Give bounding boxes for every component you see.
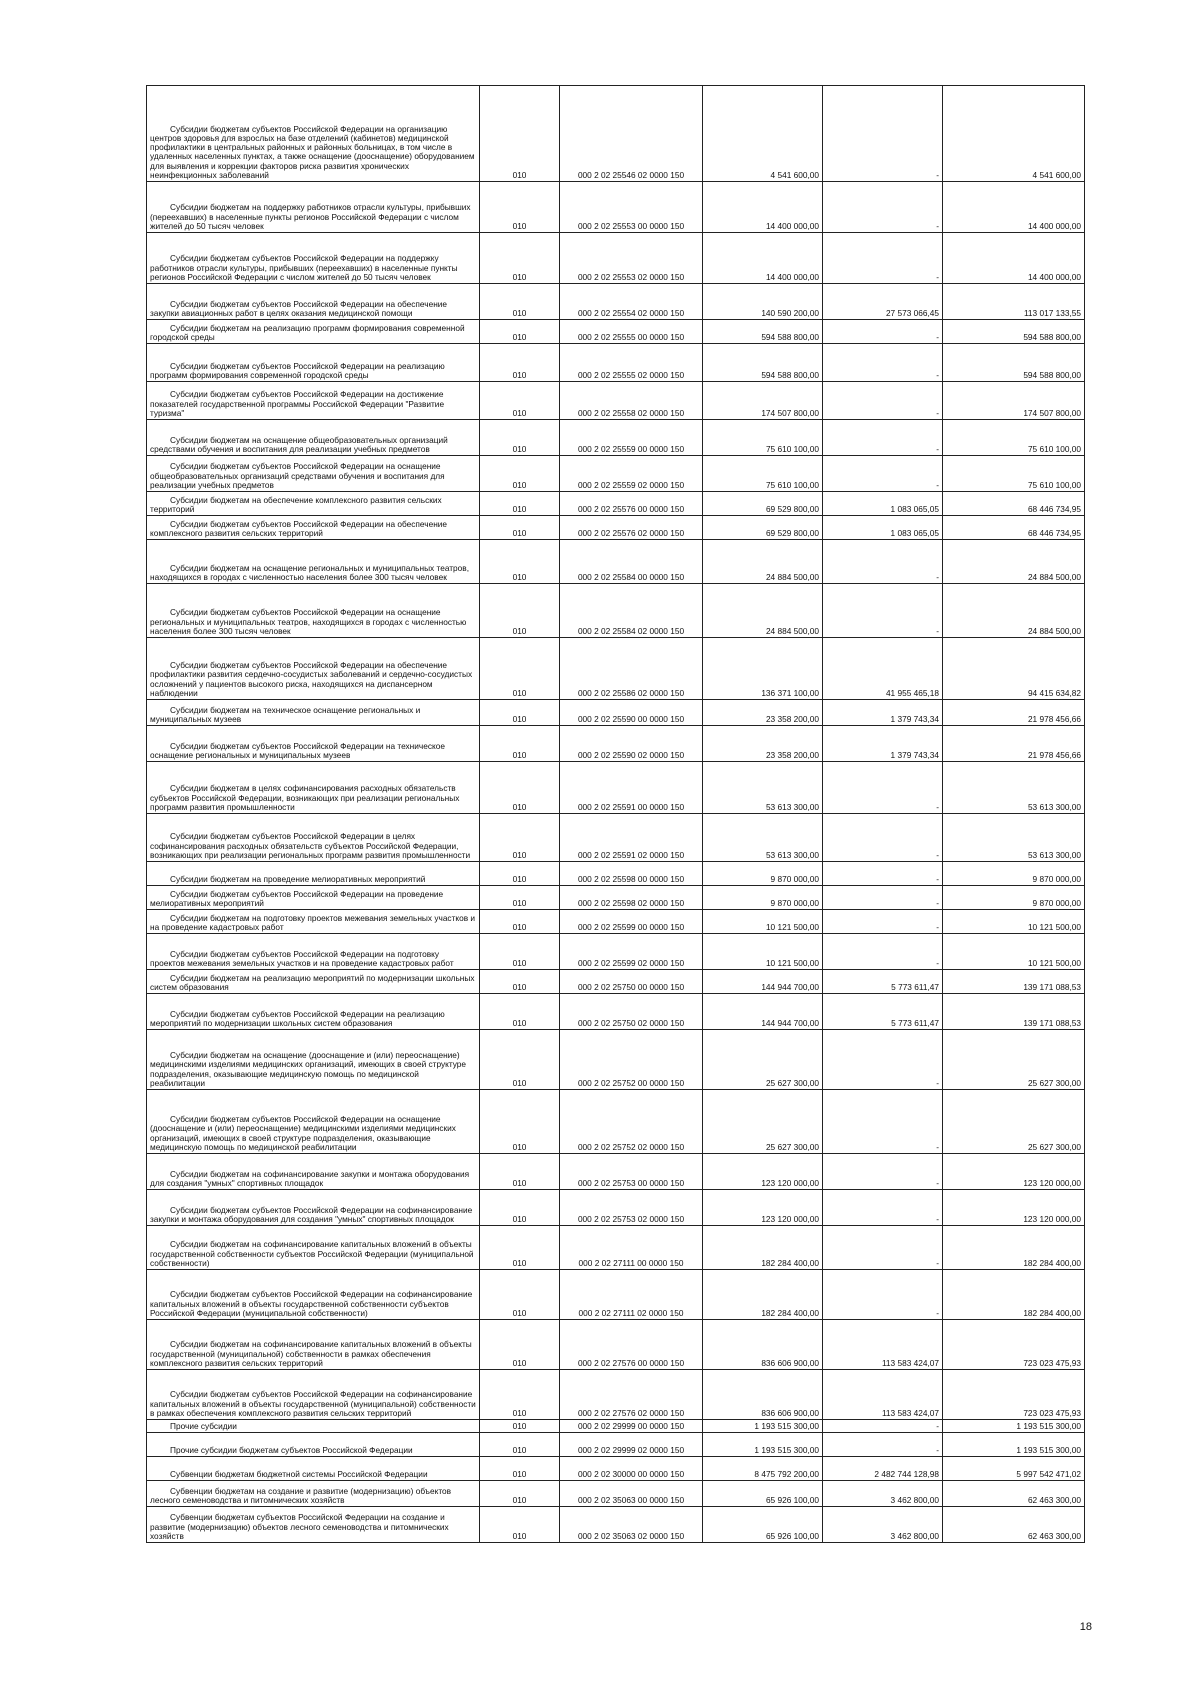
row-plan-amount: 123 120 000,00 bbox=[703, 1154, 823, 1190]
table-row bbox=[147, 344, 1085, 382]
row-remaining-amount: 594 588 800,00 bbox=[943, 344, 1085, 382]
row-remaining-amount: 9 870 000,00 bbox=[943, 886, 1085, 910]
row-plan-amount: 8 475 792 200,00 bbox=[703, 1457, 823, 1481]
row-plan-amount: 69 529 800,00 bbox=[703, 516, 823, 540]
row-remaining-amount: 10 121 500,00 bbox=[943, 934, 1085, 970]
row-code: 010 bbox=[480, 638, 560, 700]
row-kbk: 000 2 02 25558 02 0000 150 bbox=[560, 382, 703, 420]
table-row bbox=[147, 700, 1085, 726]
row-plan-amount: 69 529 800,00 bbox=[703, 492, 823, 516]
table-row bbox=[147, 1226, 1085, 1270]
row-name: Субсидии бюджетам субъектов Российской Федерации на подготовку проектов межевания земельных участков и на проведение кадастровых работ bbox=[147, 934, 480, 970]
row-remaining-amount: 5 997 542 471,02 bbox=[943, 1457, 1085, 1481]
row-code: 010 bbox=[480, 1030, 560, 1090]
row-kbk: 000 2 02 25546 02 0000 150 bbox=[560, 86, 703, 182]
row-remaining-amount: 10 121 500,00 bbox=[943, 910, 1085, 934]
row-executed-amount: - bbox=[823, 1226, 943, 1270]
row-name: Субсидии бюджетам субъектов Российской Федерации на техническое оснащение региональных и муниципальных музеев bbox=[147, 726, 480, 762]
table-row bbox=[147, 516, 1085, 540]
row-remaining-amount: 68 446 734,95 bbox=[943, 516, 1085, 540]
table-row bbox=[147, 1154, 1085, 1190]
row-executed-amount: - bbox=[823, 320, 943, 344]
row-code: 010 bbox=[480, 1226, 560, 1270]
row-executed-amount: - bbox=[823, 910, 943, 934]
row-kbk: 000 2 02 25555 02 0000 150 bbox=[560, 344, 703, 382]
table-row bbox=[147, 1190, 1085, 1226]
row-kbk: 000 2 02 29999 00 0000 150 bbox=[560, 1420, 703, 1433]
row-plan-amount: 140 590 200,00 bbox=[703, 284, 823, 320]
table-row bbox=[147, 1481, 1085, 1507]
row-executed-amount: - bbox=[823, 540, 943, 584]
row-name: Субсидии бюджетам субъектов Российской Федерации в целях софинансирования расходных обязательств субъектов Российской Федерации, возникающих при реализации региональных программ развития промышленности bbox=[147, 814, 480, 862]
row-remaining-amount: 9 870 000,00 bbox=[943, 862, 1085, 886]
row-executed-amount: - bbox=[823, 886, 943, 910]
row-name: Субсидии бюджетам в целях софинансирования расходных обязательств субъектов Российской Федерации, возникающих при реализации региональных программ развития промышленности bbox=[147, 762, 480, 814]
row-remaining-amount: 113 017 133,55 bbox=[943, 284, 1085, 320]
row-name: Прочие субсидии бюджетам субъектов Российской Федерации bbox=[147, 1433, 480, 1457]
row-kbk: 000 2 02 25599 02 0000 150 bbox=[560, 934, 703, 970]
row-executed-amount: - bbox=[823, 1433, 943, 1457]
row-name: Субсидии бюджетам субъектов Российской Федерации на софинансирование закупки и монтажа оборудования для создания "умных" спортивных площадок bbox=[147, 1190, 480, 1226]
row-plan-amount: 836 606 900,00 bbox=[703, 1320, 823, 1370]
table-row bbox=[147, 726, 1085, 762]
row-remaining-amount: 75 610 100,00 bbox=[943, 420, 1085, 456]
row-name: Субсидии бюджетам на поддержку работников отрасли культуры, прибывших (переехавших) в населенные пункты регионов Российской Федерации с числом жителей до 50 тысяч человек bbox=[147, 182, 480, 233]
row-kbk: 000 2 02 25590 02 0000 150 bbox=[560, 726, 703, 762]
row-remaining-amount: 24 884 500,00 bbox=[943, 540, 1085, 584]
row-code: 010 bbox=[480, 320, 560, 344]
row-kbk: 000 2 02 29999 02 0000 150 bbox=[560, 1433, 703, 1457]
row-code: 010 bbox=[480, 344, 560, 382]
row-executed-amount: 27 573 066,45 bbox=[823, 284, 943, 320]
row-code: 010 bbox=[480, 456, 560, 492]
row-code: 010 bbox=[480, 1507, 560, 1543]
row-name: Субсидии бюджетам на обеспечение комплексного развития сельских территорий bbox=[147, 492, 480, 516]
row-kbk: 000 2 02 25584 02 0000 150 bbox=[560, 584, 703, 638]
row-name: Субсидии бюджетам субъектов Российской Федерации на реализацию программ формирования современной городской среды bbox=[147, 344, 480, 382]
row-code: 010 bbox=[480, 886, 560, 910]
row-remaining-amount: 53 613 300,00 bbox=[943, 762, 1085, 814]
row-name: Субсидии бюджетам субъектов Российской Федерации на организацию центров здоровья для взрослых на базе отделений (кабинетов) медицинской профилактики в центральных районных и районных больницах, в том числе в удаленных населенных пунктах, а также оснащение (дооснащение) оборудованием для выявления и коррекции факторов риска развития хронических неинфекционных заболеваний bbox=[147, 86, 480, 182]
row-kbk: 000 2 02 25591 00 0000 150 bbox=[560, 762, 703, 814]
row-code: 010 bbox=[480, 1481, 560, 1507]
row-kbk: 000 2 02 25586 02 0000 150 bbox=[560, 638, 703, 700]
table-row bbox=[147, 86, 1085, 182]
row-remaining-amount: 123 120 000,00 bbox=[943, 1154, 1085, 1190]
row-remaining-amount: 62 463 300,00 bbox=[943, 1481, 1085, 1507]
row-kbk: 000 2 02 25752 00 0000 150 bbox=[560, 1030, 703, 1090]
row-plan-amount: 174 507 800,00 bbox=[703, 382, 823, 420]
table-row bbox=[147, 862, 1085, 886]
row-remaining-amount: 14 400 000,00 bbox=[943, 182, 1085, 233]
row-remaining-amount: 723 023 475,93 bbox=[943, 1370, 1085, 1420]
row-executed-amount: - bbox=[823, 1190, 943, 1226]
row-remaining-amount: 123 120 000,00 bbox=[943, 1190, 1085, 1226]
table-row bbox=[147, 814, 1085, 862]
row-plan-amount: 182 284 400,00 bbox=[703, 1226, 823, 1270]
table-row bbox=[147, 584, 1085, 638]
row-code: 010 bbox=[480, 1154, 560, 1190]
row-kbk: 000 2 02 25591 02 0000 150 bbox=[560, 814, 703, 862]
row-code: 010 bbox=[480, 862, 560, 886]
row-kbk: 000 2 02 25598 02 0000 150 bbox=[560, 886, 703, 910]
row-name: Субсидии бюджетам на софинансирование капитальных вложений в объекты государственной (муниципальной) собственности в рамках обеспечения комплексного развития сельских территорий bbox=[147, 1320, 480, 1370]
row-executed-amount: - bbox=[823, 1270, 943, 1320]
row-remaining-amount: 75 610 100,00 bbox=[943, 456, 1085, 492]
row-remaining-amount: 25 627 300,00 bbox=[943, 1030, 1085, 1090]
page-number: 18 bbox=[1079, 1621, 1092, 1633]
row-executed-amount: 1 083 065,05 bbox=[823, 492, 943, 516]
table-row bbox=[147, 1030, 1085, 1090]
row-executed-amount: - bbox=[823, 233, 943, 284]
row-remaining-amount: 182 284 400,00 bbox=[943, 1226, 1085, 1270]
row-executed-amount: 1 083 065,05 bbox=[823, 516, 943, 540]
table-row bbox=[147, 492, 1085, 516]
row-executed-amount: - bbox=[823, 344, 943, 382]
row-executed-amount: - bbox=[823, 182, 943, 233]
row-remaining-amount: 94 415 634,82 bbox=[943, 638, 1085, 700]
row-kbk: 000 2 02 25752 02 0000 150 bbox=[560, 1090, 703, 1154]
row-remaining-amount: 174 507 800,00 bbox=[943, 382, 1085, 420]
row-kbk: 000 2 02 30000 00 0000 150 bbox=[560, 1457, 703, 1481]
row-code: 010 bbox=[480, 814, 560, 862]
row-code: 010 bbox=[480, 762, 560, 814]
row-executed-amount: - bbox=[823, 862, 943, 886]
row-code: 010 bbox=[480, 492, 560, 516]
row-plan-amount: 23 358 200,00 bbox=[703, 700, 823, 726]
table-row bbox=[147, 1433, 1085, 1457]
row-executed-amount: - bbox=[823, 762, 943, 814]
row-code: 010 bbox=[480, 1420, 560, 1433]
row-executed-amount: - bbox=[823, 382, 943, 420]
row-remaining-amount: 14 400 000,00 bbox=[943, 233, 1085, 284]
row-kbk: 000 2 02 25750 02 0000 150 bbox=[560, 994, 703, 1030]
row-code: 010 bbox=[480, 86, 560, 182]
row-remaining-amount: 4 541 600,00 bbox=[943, 86, 1085, 182]
row-kbk: 000 2 02 27111 00 0000 150 bbox=[560, 1226, 703, 1270]
row-name: Субсидии бюджетам на проведение мелиоративных мероприятий bbox=[147, 862, 480, 886]
row-plan-amount: 14 400 000,00 bbox=[703, 233, 823, 284]
table-row bbox=[147, 182, 1085, 233]
row-executed-amount: - bbox=[823, 86, 943, 182]
row-plan-amount: 24 884 500,00 bbox=[703, 540, 823, 584]
row-plan-amount: 75 610 100,00 bbox=[703, 420, 823, 456]
row-name: Субвенции бюджетам на создание и развитие (модернизацию) объектов лесного семеноводства и питомнических хозяйств bbox=[147, 1481, 480, 1507]
row-remaining-amount: 182 284 400,00 bbox=[943, 1270, 1085, 1320]
row-kbk: 000 2 02 25555 00 0000 150 bbox=[560, 320, 703, 344]
row-kbk: 000 2 02 25559 00 0000 150 bbox=[560, 420, 703, 456]
row-kbk: 000 2 02 25599 00 0000 150 bbox=[560, 910, 703, 934]
row-kbk: 000 2 02 25753 02 0000 150 bbox=[560, 1190, 703, 1226]
table-row bbox=[147, 320, 1085, 344]
row-remaining-amount: 21 978 456,66 bbox=[943, 700, 1085, 726]
row-remaining-amount: 62 463 300,00 bbox=[943, 1507, 1085, 1543]
row-kbk: 000 2 02 25584 00 0000 150 bbox=[560, 540, 703, 584]
table-row bbox=[147, 1270, 1085, 1320]
row-kbk: 000 2 02 27576 00 0000 150 bbox=[560, 1320, 703, 1370]
table-row bbox=[147, 1370, 1085, 1420]
row-executed-amount: - bbox=[823, 1090, 943, 1154]
row-plan-amount: 10 121 500,00 bbox=[703, 910, 823, 934]
row-code: 010 bbox=[480, 700, 560, 726]
row-code: 010 bbox=[480, 994, 560, 1030]
row-kbk: 000 2 02 27111 02 0000 150 bbox=[560, 1270, 703, 1320]
row-name: Субсидии бюджетам на софинансирование капитальных вложений в объекты государственной собственности субъектов Российской Федерации (муниципальной собственности) bbox=[147, 1226, 480, 1270]
row-name: Субсидии бюджетам на оснащение общеобразовательных организаций средствами обучения и воспитания для реализации учебных предметов bbox=[147, 420, 480, 456]
row-name: Субсидии бюджетам на оснащение (дооснащение и (или) переоснащение) медицинскими изделиями медицинских организаций, имеющих в своей структуре подразделения, оказывающие медицинскую помощь по медицинской реабилитации bbox=[147, 1030, 480, 1090]
row-plan-amount: 1 193 515 300,00 bbox=[703, 1420, 823, 1433]
row-plan-amount: 144 944 700,00 bbox=[703, 994, 823, 1030]
row-executed-amount: 5 773 611,47 bbox=[823, 970, 943, 994]
table-row bbox=[147, 233, 1085, 284]
row-kbk: 000 2 02 25576 00 0000 150 bbox=[560, 492, 703, 516]
row-plan-amount: 594 588 800,00 bbox=[703, 320, 823, 344]
row-plan-amount: 9 870 000,00 bbox=[703, 862, 823, 886]
row-plan-amount: 1 193 515 300,00 bbox=[703, 1433, 823, 1457]
table-row bbox=[147, 970, 1085, 994]
row-name: Субсидии бюджетам на софинансирование закупки и монтажа оборудования для создания "умных" спортивных площадок bbox=[147, 1154, 480, 1190]
row-code: 010 bbox=[480, 726, 560, 762]
row-name: Субсидии бюджетам на оснащение региональных и муниципальных театров, находящихся в городах с численностью населения более 300 тысяч человек bbox=[147, 540, 480, 584]
row-plan-amount: 25 627 300,00 bbox=[703, 1030, 823, 1090]
row-code: 010 bbox=[480, 1190, 560, 1226]
row-executed-amount: 2 482 744 128,98 bbox=[823, 1457, 943, 1481]
row-code: 010 bbox=[480, 584, 560, 638]
row-code: 010 bbox=[480, 540, 560, 584]
table-row bbox=[147, 456, 1085, 492]
row-plan-amount: 594 588 800,00 bbox=[703, 344, 823, 382]
row-executed-amount: - bbox=[823, 1154, 943, 1190]
row-code: 010 bbox=[480, 1370, 560, 1420]
table-row bbox=[147, 540, 1085, 584]
row-remaining-amount: 53 613 300,00 bbox=[943, 814, 1085, 862]
row-executed-amount: 113 583 424,07 bbox=[823, 1320, 943, 1370]
row-remaining-amount: 24 884 500,00 bbox=[943, 584, 1085, 638]
row-kbk: 000 2 02 25598 00 0000 150 bbox=[560, 862, 703, 886]
row-plan-amount: 23 358 200,00 bbox=[703, 726, 823, 762]
row-name: Субсидии бюджетам субъектов Российской Федерации на оснащение региональных и муниципальных театров, находящихся в городах с численностью населения более 300 тысяч человек bbox=[147, 584, 480, 638]
table-row bbox=[147, 994, 1085, 1030]
row-kbk: 000 2 02 25553 00 0000 150 bbox=[560, 182, 703, 233]
row-name: Субсидии бюджетам субъектов Российской Федерации на реализацию мероприятий по модернизации школьных систем образования bbox=[147, 994, 480, 1030]
table-row bbox=[147, 934, 1085, 970]
row-remaining-amount: 1 193 515 300,00 bbox=[943, 1433, 1085, 1457]
row-code: 010 bbox=[480, 420, 560, 456]
row-code: 010 bbox=[480, 182, 560, 233]
row-name: Субсидии бюджетам субъектов Российской Федерации на софинансирование капитальных вложений в объекты государственной собственности субъектов Российской Федерации (муниципальной собственности) bbox=[147, 1270, 480, 1320]
row-plan-amount: 25 627 300,00 bbox=[703, 1090, 823, 1154]
table-row bbox=[147, 638, 1085, 700]
row-kbk: 000 2 02 25554 02 0000 150 bbox=[560, 284, 703, 320]
row-code: 010 bbox=[480, 910, 560, 934]
table-row bbox=[147, 1507, 1085, 1543]
row-code: 010 bbox=[480, 970, 560, 994]
row-remaining-amount: 21 978 456,66 bbox=[943, 726, 1085, 762]
row-executed-amount: 1 379 743,34 bbox=[823, 726, 943, 762]
row-executed-amount: 3 462 800,00 bbox=[823, 1481, 943, 1507]
table-row bbox=[147, 420, 1085, 456]
row-plan-amount: 182 284 400,00 bbox=[703, 1270, 823, 1320]
table-row bbox=[147, 1457, 1085, 1481]
row-executed-amount: - bbox=[823, 934, 943, 970]
row-name: Субсидии бюджетам субъектов Российской Федерации на обеспечение профилактики развития сердечно-сосудистых заболеваний и сердечно-сосудистых осложнений у пациентов высокого риска, находящихся на диспансерном наблюдении bbox=[147, 638, 480, 700]
row-plan-amount: 53 613 300,00 bbox=[703, 762, 823, 814]
row-remaining-amount: 139 171 088,53 bbox=[943, 994, 1085, 1030]
row-remaining-amount: 594 588 800,00 bbox=[943, 320, 1085, 344]
row-plan-amount: 123 120 000,00 bbox=[703, 1190, 823, 1226]
row-plan-amount: 136 371 100,00 bbox=[703, 638, 823, 700]
row-name: Субвенции бюджетам бюджетной системы Российской Федерации bbox=[147, 1457, 480, 1481]
row-remaining-amount: 139 171 088,53 bbox=[943, 970, 1085, 994]
budget-table bbox=[146, 85, 1085, 1543]
row-name: Субсидии бюджетам субъектов Российской Федерации на достижение показателей государственной программы Российской Федерации "Развитие туризма" bbox=[147, 382, 480, 420]
row-code: 010 bbox=[480, 934, 560, 970]
table-row bbox=[147, 910, 1085, 934]
row-code: 010 bbox=[480, 1457, 560, 1481]
row-executed-amount: 41 955 465,18 bbox=[823, 638, 943, 700]
row-name: Субсидии бюджетам субъектов Российской Федерации на поддержку работников отрасли культуры, прибывших (переехавших) в населенные пункты регионов Российской Федерации с числом жителей до 50 тысяч человек bbox=[147, 233, 480, 284]
row-kbk: 000 2 02 25553 02 0000 150 bbox=[560, 233, 703, 284]
row-executed-amount: - bbox=[823, 1030, 943, 1090]
row-plan-amount: 24 884 500,00 bbox=[703, 584, 823, 638]
row-executed-amount: - bbox=[823, 420, 943, 456]
row-executed-amount: 113 583 424,07 bbox=[823, 1370, 943, 1420]
row-plan-amount: 4 541 600,00 bbox=[703, 86, 823, 182]
row-plan-amount: 9 870 000,00 bbox=[703, 886, 823, 910]
row-plan-amount: 144 944 700,00 bbox=[703, 970, 823, 994]
row-executed-amount: 3 462 800,00 bbox=[823, 1507, 943, 1543]
row-plan-amount: 836 606 900,00 bbox=[703, 1370, 823, 1420]
row-remaining-amount: 723 023 475,93 bbox=[943, 1320, 1085, 1370]
row-remaining-amount: 1 193 515 300,00 bbox=[943, 1420, 1085, 1433]
row-name: Субсидии бюджетам субъектов Российской Федерации на обеспечение закупки авиационных работ в целях оказания медицинской помощи bbox=[147, 284, 480, 320]
table-row bbox=[147, 1420, 1085, 1433]
row-executed-amount: 5 773 611,47 bbox=[823, 994, 943, 1030]
row-code: 010 bbox=[480, 1320, 560, 1370]
row-kbk: 000 2 02 35063 00 0000 150 bbox=[560, 1481, 703, 1507]
table-row bbox=[147, 762, 1085, 814]
row-kbk: 000 2 02 25590 00 0000 150 bbox=[560, 700, 703, 726]
table-row bbox=[147, 1090, 1085, 1154]
row-name: Субсидии бюджетам на реализацию программ формирования современной городской среды bbox=[147, 320, 480, 344]
row-kbk: 000 2 02 27576 02 0000 150 bbox=[560, 1370, 703, 1420]
row-plan-amount: 10 121 500,00 bbox=[703, 934, 823, 970]
row-code: 010 bbox=[480, 382, 560, 420]
row-name: Субсидии бюджетам субъектов Российской Федерации на софинансирование капитальных вложений в объекты государственной (муниципальной) собственности в рамках обеспечения комплексного развития сельских территорий bbox=[147, 1370, 480, 1420]
row-code: 010 bbox=[480, 1270, 560, 1320]
row-code: 010 bbox=[480, 516, 560, 540]
table-body bbox=[147, 86, 1085, 1543]
row-code: 010 bbox=[480, 1433, 560, 1457]
row-executed-amount: - bbox=[823, 1420, 943, 1433]
row-name: Прочие субсидии bbox=[147, 1420, 480, 1433]
row-executed-amount: - bbox=[823, 814, 943, 862]
row-executed-amount: - bbox=[823, 584, 943, 638]
row-kbk: 000 2 02 25576 02 0000 150 bbox=[560, 516, 703, 540]
row-name: Субсидии бюджетам на подготовку проектов межевания земельных участков и на проведение кадастровых работ bbox=[147, 910, 480, 934]
table-row bbox=[147, 284, 1085, 320]
row-plan-amount: 65 926 100,00 bbox=[703, 1507, 823, 1543]
row-kbk: 000 2 02 25753 00 0000 150 bbox=[560, 1154, 703, 1190]
row-name: Субвенции бюджетам субъектов Российской Федерации на создание и развитие (модернизацию) объектов лесного семеноводства и питомнических хозяйств bbox=[147, 1507, 480, 1543]
table-row bbox=[147, 382, 1085, 420]
table-row bbox=[147, 886, 1085, 910]
row-remaining-amount: 25 627 300,00 bbox=[943, 1090, 1085, 1154]
row-executed-amount: - bbox=[823, 456, 943, 492]
row-executed-amount: 1 379 743,34 bbox=[823, 700, 943, 726]
row-name: Субсидии бюджетам субъектов Российской Федерации на обеспечение комплексного развития сельских территорий bbox=[147, 516, 480, 540]
row-plan-amount: 65 926 100,00 bbox=[703, 1481, 823, 1507]
row-name: Субсидии бюджетам субъектов Российской Федерации на проведение мелиоративных мероприятий bbox=[147, 886, 480, 910]
table-row bbox=[147, 1320, 1085, 1370]
row-name: Субсидии бюджетам на техническое оснащение региональных и муниципальных музеев bbox=[147, 700, 480, 726]
row-name: Субсидии бюджетам на реализацию мероприятий по модернизации школьных систем образования bbox=[147, 970, 480, 994]
row-kbk: 000 2 02 35063 02 0000 150 bbox=[560, 1507, 703, 1543]
row-code: 010 bbox=[480, 284, 560, 320]
row-kbk: 000 2 02 25559 02 0000 150 bbox=[560, 456, 703, 492]
row-name: Субсидии бюджетам субъектов Российской Федерации на оснащение общеобразовательных организаций средствами обучения и воспитания для реализации учебных предметов bbox=[147, 456, 480, 492]
row-remaining-amount: 68 446 734,95 bbox=[943, 492, 1085, 516]
row-plan-amount: 53 613 300,00 bbox=[703, 814, 823, 862]
row-name: Субсидии бюджетам субъектов Российской Федерации на оснащение (дооснащение и (или) переоснащение) медицинскими изделиями медицинских организаций, имеющих в своей структуре подразделения, оказывающие медицинскую помощь по медицинской реабилитации bbox=[147, 1090, 480, 1154]
row-kbk: 000 2 02 25750 00 0000 150 bbox=[560, 970, 703, 994]
row-plan-amount: 75 610 100,00 bbox=[703, 456, 823, 492]
row-code: 010 bbox=[480, 1090, 560, 1154]
row-plan-amount: 14 400 000,00 bbox=[703, 182, 823, 233]
row-code: 010 bbox=[480, 233, 560, 284]
